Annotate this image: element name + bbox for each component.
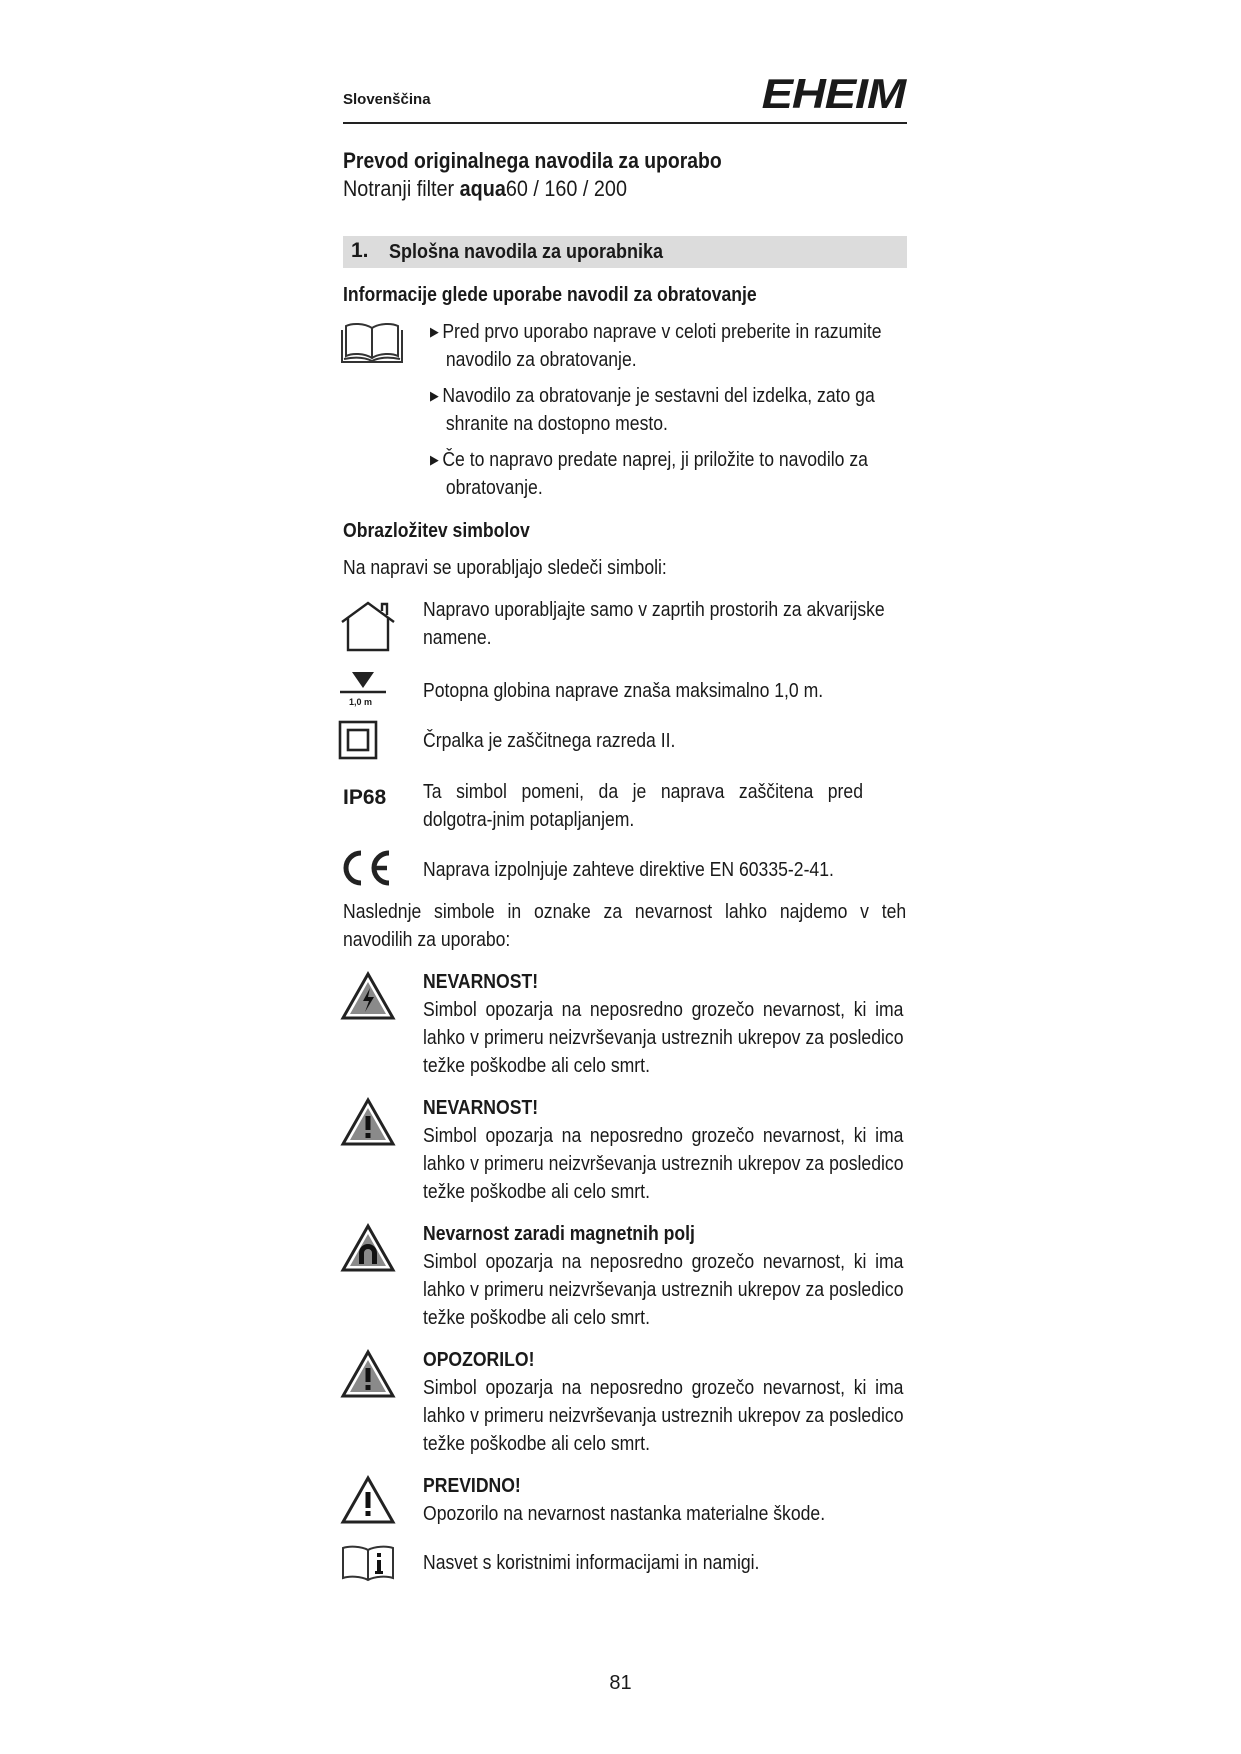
hazard-title-5: PREVIDNO! (423, 1475, 521, 1497)
hazard-item-2 (423, 1094, 903, 1206)
hazard-text-3: Simbol opozarja na neposredno grozečo nevarnost, ki ima lahko v primeru neizvrševanja ustreznih ukrepov za posledico težke poškodbe ali celo smrt. (423, 1251, 904, 1329)
ce-mark-icon (337, 848, 393, 888)
ip68-label: IP68 (343, 786, 387, 809)
hazard-item-4 (423, 1346, 903, 1458)
protection-class-text: Črpalka je zaščitnega razreda II. (423, 730, 676, 752)
usage-info-heading: Informacije glede uporabe navodil za obratovanje (343, 284, 757, 306)
depth-text: Potopna globina naprave znaša maksimalno 1,0 m. (423, 680, 824, 702)
product-name: aqua (459, 176, 506, 201)
hazard-title-3: Nevarnost zaradi magnetnih polj (423, 1223, 695, 1245)
depth-label: 1,0 m (349, 697, 373, 707)
symbols-intro: Na napravi se uporabljajo sledeči simboli: (343, 557, 667, 579)
protection-class-ii-icon (338, 720, 378, 760)
ip68-text: Ta simbol pomeni, da je naprava zaščitena pred dolgotra-jnim potapljanjem. (423, 781, 863, 831)
hazard-item-3 (423, 1220, 903, 1332)
hazard-title-4: OPOZORILO! (423, 1349, 535, 1371)
section-title: Splošna navodila za uporabnika (389, 241, 664, 263)
warning-triangle-icon (339, 1348, 397, 1400)
hazard-text-5: Opozorilo na nevarnost nastanka materialne škode. (423, 1503, 826, 1525)
product-subtitle: Notranji filter aqua60 / 160 / 200 (343, 176, 627, 201)
indoor-use-text: Napravo uporabljajte samo v zaprtih prostorih za akvarijske namene. (423, 599, 885, 649)
language-label: Slovenščina (343, 91, 431, 108)
hazard-text-4: Simbol opozarja na neposredno grozečo nevarnost, ki ima lahko v primeru neizvrševanja ustreznih ukrepov za posledico težke poškodbe ali celo smrt. (423, 1377, 904, 1455)
ce-text: Naprava izpolnjuje zahteve direktive EN 60335-2-41. (423, 859, 834, 881)
eheim-logo: EHEIM (761, 70, 905, 117)
warning-triangle-icon (339, 1096, 397, 1148)
usage-bullet-1: ▶ Pred prvo uporabo naprave v celoti preberite in razumite navodilo za obratovanje. (430, 321, 882, 371)
symbols-heading: Obrazložitev simbolov (343, 520, 530, 542)
hazard-title-1: NEVARNOST! (423, 971, 539, 993)
hazards-intro: Naslednje simbole in oznake za nevarnost lahko najdemo v teh navodilih za uporabo: (343, 901, 907, 951)
info-book-icon (339, 1544, 397, 1582)
page-header (343, 70, 907, 124)
hazard-title-2: NEVARNOST! (423, 1097, 539, 1119)
tip-text: Nasvet s koristnimi informacijami in namigi. (423, 1552, 760, 1574)
section-number: 1. (351, 239, 369, 262)
house-icon (340, 600, 396, 652)
hazard-text-2: Simbol opozarja na neposredno grozečo nevarnost, ki ima lahko v primeru neizvrševanja ustreznih ukrepov za posledico težke poškodbe ali celo smrt. (423, 1125, 904, 1203)
electric-hazard-icon (339, 970, 397, 1022)
section-heading-bar (343, 236, 907, 268)
hazard-text-1: Simbol opozarja na neposredno grozečo nevarnost, ki ima lahko v primeru neizvrševanja ustreznih ukrepov za posledico težke poškodbe ali celo smrt. (423, 999, 904, 1077)
hazard-item-5 (423, 1472, 903, 1528)
magnetic-field-hazard-icon (339, 1222, 397, 1274)
usage-bullet-2: ▶ Navodilo za obratovanje je sestavni del izdelka, zato ga shranite na dostopno mesto. (430, 385, 875, 435)
open-book-icon (340, 320, 404, 366)
usage-bullet-3: ▶ Če to napravo predate naprej, ji priložite to navodilo za obratovanje. (430, 449, 868, 499)
page-number: 81 (609, 1672, 632, 1694)
hazard-item-1 (423, 968, 903, 1080)
document-title: Prevod originalnega navodila za uporabo (343, 148, 722, 173)
caution-triangle-icon (339, 1474, 397, 1526)
